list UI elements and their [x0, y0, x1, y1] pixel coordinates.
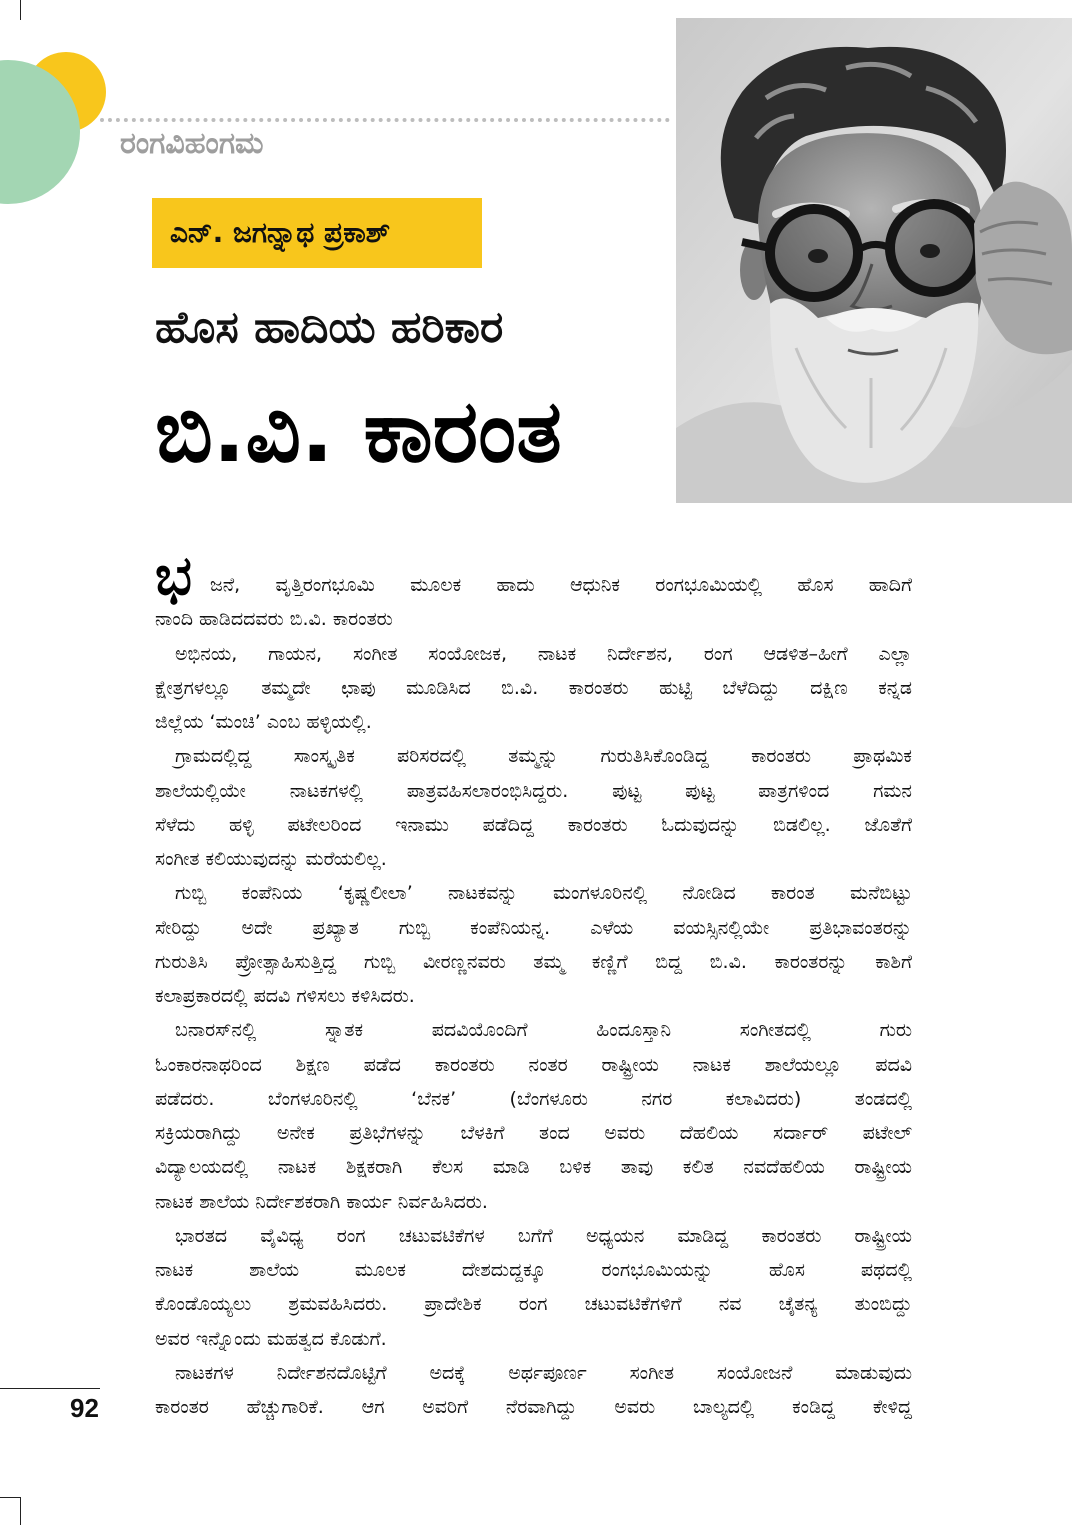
article-line: ಕಲಾಪ್ರಕಾರದಲ್ಲಿ ಪದವಿ ಗಳಿಸಲು ಕಳಿಸಿದರು. — [155, 985, 415, 1007]
page-number-rule — [0, 1388, 100, 1389]
paragraph — [155, 1013, 912, 1219]
article-body — [155, 544, 912, 1424]
article-line: ನಾಟಕ ಶಾಲೆಯ ಮೂಲಕ ದೇಶದುದ್ದಕ್ಕೂ ರಂಗಭೂಮಿಯನ್ನು ಹೊಸ ಪಥದಲ್ಲಿ — [155, 1259, 912, 1281]
article-line: ಬನಾರಸ್‌ನಲ್ಲಿ ಸ್ನಾತಕ ಪದವಿಯೊಂದಿಗೆ ಹಿಂದೂಸ್ತಾನಿ ಸಂಗೀತದಲ್ಲಿ ಗುರು — [175, 1019, 912, 1042]
paragraph — [155, 637, 912, 740]
paragraph — [155, 739, 912, 876]
article-line: ಓಂಕಾರನಾಥರಿಂದ ಶಿಕ್ಷಣ ಪಡೆದ ಕಾರಂತರು ನಂತರ ರಾಷ್ಟ್ರೀಯ ನಾಟಕ ಶಾಲೆಯಲ್ಲೂ ಪದವಿ — [155, 1053, 912, 1076]
author-portrait-photo — [676, 18, 1072, 503]
article-line: ಭಾರತದ ವೈವಿಧ್ಯ ರಂಗ ಚಟುವಟಿಕೆಗಳ ಬಗೆಗೆ ಅಧ್ಯಯನ ಮಾಡಿದ್ದ ಕಾರಂತರು ರಾಷ್ಟ್ರೀಯ — [175, 1224, 912, 1247]
article-line: ಗುಬ್ಬಿ ಕಂಪೆನಿಯ ‘ಕೃಷ್ಣಲೀಲಾ’ ನಾಟಕವನ್ನು ಮಂಗಳೂರಿನಲ್ಲಿ ನೋಡಿದ ಕಾರಂತ ಮನೆಬಿಟ್ಟು — [175, 882, 912, 905]
article-line: ಕಾರಂತರ ಹೆಚ್ಚುಗಾರಿಕೆ. ಆಗ ಅವರಿಗೆ ನೆರವಾಗಿದ್ದು ಅವರು ಬಾಲ್ಯದಲ್ಲಿ ಕಂಡಿದ್ದ ಕೇಳಿದ್ದ — [155, 1396, 912, 1418]
page-number: 92 — [70, 1393, 99, 1423]
article-line: ಸಕ್ರಿಯರಾಗಿದ್ದು ಅನೇಕ ಪ್ರತಿಭೆಗಳನ್ನು ಬೆಳಕಿಗೆ ತಂದ ಅವರು ದೆಹಲಿಯ ಸರ್ದಾರ್ ಪಟೇಲ್ — [155, 1122, 912, 1144]
paragraph — [155, 876, 912, 1013]
author-name: ಎನ್. ಜಗನ್ನಾಥ ಪ್ರಕಾಶ್ — [170, 216, 391, 249]
drop-cap: ಭ — [155, 544, 192, 607]
article-line: ಕೊಂಡೊಯ್ಯಲು ಶ್ರಮವಹಿಸಿದರು. ಪ್ರಾದೇಶಿಕ ರಂಗ ಚಟುವಟಿಕೆಗಳಿಗೆ ನವ ಚೈತನ್ಯ ತುಂಬಿದ್ದು — [155, 1293, 912, 1316]
headline-line-2: ಬಿ.ವಿ. ಕಾರಂತ — [155, 382, 562, 482]
article-line-with-drop-cap — [155, 544, 912, 607]
article-line: ಸಂಗೀತ ಕಲಿಯುವುದನ್ನು ಮರೆಯಲಿಲ್ಲ. — [155, 848, 387, 870]
article-line: ಸೆಳೆದು ಹಳ್ಳಿ ಪಟೇಲರಿಂದ ಇನಾಮು ಪಡೆದಿದ್ದ ಕಾರಂತರು ಓದುವುದನ್ನು ಬಿಡಲಿಲ್ಲ. ಜೊತೆಗೆ — [155, 813, 912, 836]
article-line: ನಾಟಕಗಳ ನಿರ್ದೇಶನದೊಟ್ಟಿಗೆ ಅದಕ್ಕೆ ಅರ್ಥಪೂರ್ಣ ಸಂಗೀತ ಸಂಯೋಜನೆ ಮಾಡುವುದು — [175, 1361, 912, 1384]
paragraph — [155, 544, 912, 637]
crop-mark-bottom-left-h — [0, 1497, 20, 1498]
article-line: ನಾಟಕ ಶಾಲೆಯ ನಿರ್ದೇಶಕರಾಗಿ ಕಾರ್ಯ ನಿರ್ವಹಿಸಿದರು. — [155, 1190, 488, 1213]
article-line: ಅವರ ಇನ್ನೊಂದು ಮಹತ್ವದ ಕೊಡುಗೆ. — [155, 1327, 387, 1350]
paragraph — [155, 1219, 912, 1356]
article-line: ವಿದ್ಯಾಲಯದಲ್ಲಿ ನಾಟಕ ಶಿಕ್ಷಕರಾಗಿ ಕೆಲಸ ಮಾಡಿ ಬಳಿಕ ತಾವು ಕಲಿತ ನವದೆಹಲಿಯ ರಾಷ್ಟ್ರೀಯ — [155, 1156, 912, 1179]
article-line: ಅಭಿನಯ, ಗಾಯನ, ಸಂಗೀತ ಸಂಯೋಜಕ, ನಾಟಕ ನಿರ್ದೇಶನ, ರಂಗ ಆಡಳಿತ–ಹೀಗೆ ಎಲ್ಲಾ — [175, 642, 912, 665]
article-line: ಗುರುತಿಸಿ ಪ್ರೋತ್ಸಾಹಿಸುತ್ತಿದ್ದ ಗುಬ್ಬಿ ವೀರಣ್ಣನವರು ತಮ್ಮ ಕಣ್ಣಿಗೆ ಬಿದ್ದ ಬಿ.ವಿ. ಕಾರಂತರನ್ನು ಕಾಶಿಗೆ — [155, 950, 912, 973]
crop-mark-bottom-left-v — [20, 1497, 21, 1525]
author-box — [152, 198, 482, 268]
article-line: ಗ್ರಾಮದಲ್ಲಿದ್ದ ಸಾಂಸ್ಕೃತಿಕ ಪರಿಸರದಲ್ಲಿ ತಮ್ಮನ್ನು ಗುರುತಿಸಿಕೊಂಡಿದ್ದ ಕಾರಂತರು ಪ್ರಾಥಮಿಕ — [175, 745, 912, 768]
crop-mark-top-left — [20, 0, 21, 20]
article-line: ಕ್ಷೇತ್ರಗಳಲ್ಲೂ ತಮ್ಮದೇ ಛಾಪು ಮೂಡಿಸಿದ ಬಿ.ವಿ. ಕಾರಂತರು ಹುಟ್ಟಿ ಬೆಳೆದಿದ್ದು ದಕ್ಷಿಣ ಕನ್ನಡ — [155, 676, 912, 699]
section-label: ರಂಗವಿಹಂಗಮ — [120, 126, 264, 161]
article-line: ಜಿಲ್ಲೆಯ ‘ಮಂಚಿ’ ಎಂಬ ಹಳ್ಳಿಯಲ್ಲಿ. — [155, 711, 372, 733]
dotted-divider — [100, 118, 670, 122]
article-line: ಸೇರಿದ್ದು ಅದೇ ಪ್ರಖ್ಯಾತ ಗುಬ್ಬಿ ಕಂಪೆನಿಯನ್ನ. ಎಳೆಯ ವಯಸ್ಸಿನಲ್ಲಿಯೇ ಪ್ರತಿಭಾವಂತರನ್ನು — [155, 916, 912, 939]
paragraph — [155, 1356, 912, 1425]
article-line: ಶಾಲೆಯಲ್ಲಿಯೇ ನಾಟಕಗಳಲ್ಲಿ ಪಾತ್ರವಹಿಸಲಾರಂಭಿಸಿದ್ದರು. ಪುಟ್ಟ ಪುಟ್ಟ ಪಾತ್ರಗಳಿಂದ ಗಮನ — [155, 779, 912, 802]
article-line-text: ಜನೆ, ವೃತ್ತಿರಂಗಭೂಮಿ ಮೂಲಕ ಹಾದು ಆಧುನಿಕ ರಂಗಭೂಮಿಯಲ್ಲಿ ಹೊಸ ಹಾದಿಗೆ — [210, 574, 912, 596]
article-line: ನಾಂದಿ ಹಾಡಿದದವರು ಬಿ.ವಿ. ಕಾರಂತರು — [155, 608, 393, 631]
headline-line-1: ಹೊಸ ಹಾದಿಯ ಹರಿಕಾರ — [155, 302, 504, 353]
article-line: ಪಡೆದರು. ಬೆಂಗಳೂರಿನಲ್ಲಿ ‘ಬೆನಕ’ (ಬೆಂಗಳೂರು ನಗರ ಕಲಾವಿದರು) ತಂಡದಲ್ಲಿ — [155, 1087, 912, 1110]
